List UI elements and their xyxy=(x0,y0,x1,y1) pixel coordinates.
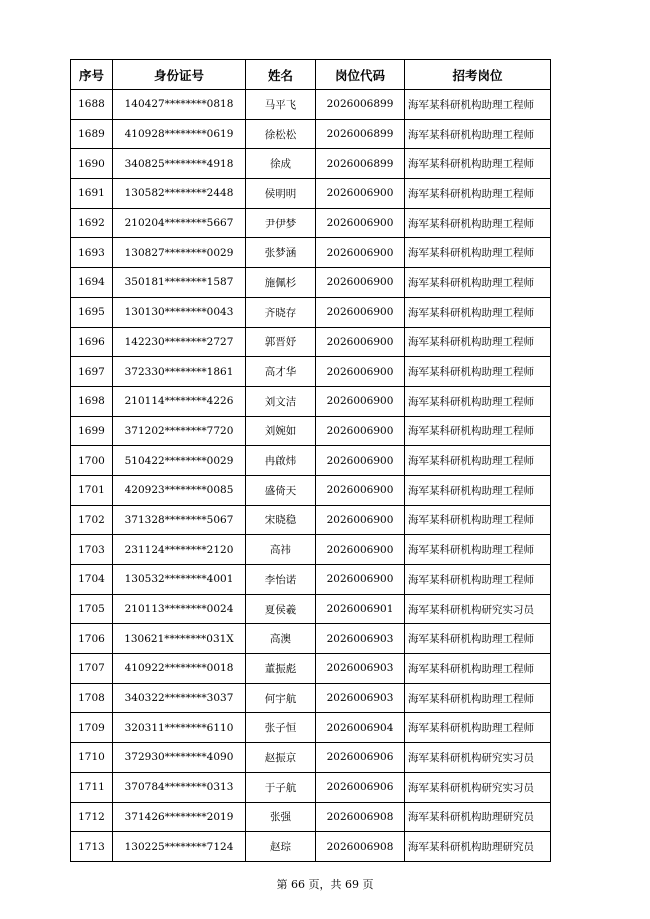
cell-post: 海军某科研机构助理工程师 xyxy=(405,268,551,298)
table-row xyxy=(71,772,551,802)
cell-id-number: 372330********1861 xyxy=(113,357,246,387)
table-row xyxy=(71,713,551,743)
cell-seq: 1694 xyxy=(71,268,113,298)
cell-name: 赵琮 xyxy=(246,832,316,862)
cell-seq: 1699 xyxy=(71,416,113,446)
table-row xyxy=(71,327,551,357)
header-row xyxy=(71,60,551,90)
cell-name: 盛倚天 xyxy=(246,475,316,505)
cell-post: 海军某科研机构助理工程师 xyxy=(405,119,551,149)
cell-seq: 1698 xyxy=(71,386,113,416)
cell-id-number: 130532********4001 xyxy=(113,565,246,595)
cell-id-number: 372930********4090 xyxy=(113,743,246,773)
cell-seq: 1696 xyxy=(71,327,113,357)
cell-post-code: 2026006900 xyxy=(316,238,405,268)
cell-name: 张子恒 xyxy=(246,713,316,743)
cell-name: 张强 xyxy=(246,802,316,832)
cell-post-code: 2026006900 xyxy=(316,535,405,565)
cell-post: 海军某科研机构助理研究员 xyxy=(405,832,551,862)
cell-id-number: 142230********2727 xyxy=(113,327,246,357)
cell-post: 海军某科研机构助理研究员 xyxy=(405,802,551,832)
cell-seq: 1706 xyxy=(71,624,113,654)
table-row xyxy=(71,802,551,832)
cell-name: 冉啟炜 xyxy=(246,446,316,476)
cell-post: 海军某科研机构助理工程师 xyxy=(405,654,551,684)
table-row xyxy=(71,386,551,416)
cell-id-number: 130621********031X xyxy=(113,624,246,654)
cell-seq: 1705 xyxy=(71,594,113,624)
cell-post: 海军某科研机构研究实习员 xyxy=(405,594,551,624)
cell-name: 齐晓存 xyxy=(246,297,316,327)
cell-post: 海军某科研机构助理工程师 xyxy=(405,357,551,387)
cell-post-code: 2026006900 xyxy=(316,386,405,416)
cell-post: 海军某科研机构助理工程师 xyxy=(405,624,551,654)
cell-post-code: 2026006900 xyxy=(316,268,405,298)
table-row xyxy=(71,119,551,149)
header-name: 姓名 xyxy=(246,60,316,90)
cell-post-code: 2026006900 xyxy=(316,505,405,535)
candidate-table xyxy=(70,59,551,862)
cell-seq: 1690 xyxy=(71,149,113,179)
cell-id-number: 210114********4226 xyxy=(113,386,246,416)
header-post: 招考岗位 xyxy=(405,60,551,90)
page-footer: 第 66 页，共 69 页 xyxy=(276,878,374,891)
table-row xyxy=(71,357,551,387)
table-row xyxy=(71,624,551,654)
header-seq: 序号 xyxy=(71,60,113,90)
cell-id-number: 130827********0029 xyxy=(113,238,246,268)
cell-post: 海军某科研机构助理工程师 xyxy=(405,713,551,743)
cell-post-code: 2026006899 xyxy=(316,90,405,120)
cell-id-number: 350181********1587 xyxy=(113,268,246,298)
cell-seq: 1704 xyxy=(71,565,113,595)
cell-seq: 1708 xyxy=(71,683,113,713)
cell-post: 海军某科研机构助理工程师 xyxy=(405,475,551,505)
cell-seq: 1712 xyxy=(71,802,113,832)
cell-post-code: 2026006906 xyxy=(316,772,405,802)
cell-post: 海军某科研机构助理工程师 xyxy=(405,386,551,416)
cell-name: 尹伊梦 xyxy=(246,208,316,238)
table-row xyxy=(71,179,551,209)
cell-post: 海军某科研机构助理工程师 xyxy=(405,416,551,446)
cell-post: 海军某科研机构研究实习员 xyxy=(405,772,551,802)
cell-name: 高祎 xyxy=(246,535,316,565)
cell-seq: 1713 xyxy=(71,832,113,862)
cell-post-code: 2026006903 xyxy=(316,683,405,713)
cell-name: 施佩杉 xyxy=(246,268,316,298)
cell-post: 海军某科研机构助理工程师 xyxy=(405,535,551,565)
cell-id-number: 410922********0018 xyxy=(113,654,246,684)
cell-id-number: 340322********3037 xyxy=(113,683,246,713)
cell-post-code: 2026006900 xyxy=(316,297,405,327)
table-row xyxy=(71,238,551,268)
table-row xyxy=(71,535,551,565)
cell-post: 海军某科研机构助理工程师 xyxy=(405,446,551,476)
cell-seq: 1697 xyxy=(71,357,113,387)
cell-name: 徐松松 xyxy=(246,119,316,149)
cell-post-code: 2026006900 xyxy=(316,416,405,446)
cell-id-number: 371202********7720 xyxy=(113,416,246,446)
cell-post: 海军某科研机构助理工程师 xyxy=(405,565,551,595)
cell-id-number: 340825********4918 xyxy=(113,149,246,179)
cell-seq: 1709 xyxy=(71,713,113,743)
cell-id-number: 210204********5667 xyxy=(113,208,246,238)
cell-post-code: 2026006900 xyxy=(316,179,405,209)
cell-id-number: 130582********2448 xyxy=(113,179,246,209)
cell-seq: 1695 xyxy=(71,297,113,327)
cell-seq: 1702 xyxy=(71,505,113,535)
table-row xyxy=(71,297,551,327)
cell-seq: 1691 xyxy=(71,179,113,209)
cell-post-code: 2026006901 xyxy=(316,594,405,624)
cell-name: 刘文洁 xyxy=(246,386,316,416)
cell-id-number: 140427********0818 xyxy=(113,90,246,120)
cell-id-number: 371328********5067 xyxy=(113,505,246,535)
table-row xyxy=(71,565,551,595)
table-row xyxy=(71,832,551,862)
cell-post-code: 2026006900 xyxy=(316,208,405,238)
cell-seq: 1700 xyxy=(71,446,113,476)
cell-post: 海军某科研机构助理工程师 xyxy=(405,327,551,357)
table-row xyxy=(71,594,551,624)
cell-id-number: 210113********0024 xyxy=(113,594,246,624)
cell-seq: 1689 xyxy=(71,119,113,149)
cell-post: 海军某科研机构助理工程师 xyxy=(405,208,551,238)
cell-name: 高才华 xyxy=(246,357,316,387)
cell-name: 侯明明 xyxy=(246,179,316,209)
cell-post-code: 2026006903 xyxy=(316,624,405,654)
cell-name: 张梦涵 xyxy=(246,238,316,268)
cell-post: 海军某科研机构助理工程师 xyxy=(405,238,551,268)
cell-post-code: 2026006906 xyxy=(316,743,405,773)
cell-post: 海军某科研机构助理工程师 xyxy=(405,683,551,713)
cell-id-number: 130130********0043 xyxy=(113,297,246,327)
cell-name: 马平飞 xyxy=(246,90,316,120)
cell-post: 海军某科研机构助理工程师 xyxy=(405,297,551,327)
cell-post-code: 2026006899 xyxy=(316,119,405,149)
cell-seq: 1710 xyxy=(71,743,113,773)
cell-post-code: 2026006903 xyxy=(316,654,405,684)
table-row xyxy=(71,149,551,179)
cell-post: 海军某科研机构助理工程师 xyxy=(405,149,551,179)
cell-id-number: 420923********0085 xyxy=(113,475,246,505)
table-row xyxy=(71,683,551,713)
table-row xyxy=(71,505,551,535)
cell-name: 赵振京 xyxy=(246,743,316,773)
cell-post-code: 2026006900 xyxy=(316,565,405,595)
cell-post: 海军某科研机构助理工程师 xyxy=(405,505,551,535)
cell-id-number: 410928********0619 xyxy=(113,119,246,149)
cell-seq: 1703 xyxy=(71,535,113,565)
table-row xyxy=(71,446,551,476)
cell-seq: 1701 xyxy=(71,475,113,505)
cell-id-number: 510422********0029 xyxy=(113,446,246,476)
cell-seq: 1692 xyxy=(71,208,113,238)
cell-seq: 1693 xyxy=(71,238,113,268)
table-row xyxy=(71,654,551,684)
cell-name: 高澳 xyxy=(246,624,316,654)
cell-post-code: 2026006899 xyxy=(316,149,405,179)
cell-name: 夏侯羲 xyxy=(246,594,316,624)
cell-name: 郭晋妤 xyxy=(246,327,316,357)
cell-post-code: 2026006908 xyxy=(316,832,405,862)
cell-seq: 1711 xyxy=(71,772,113,802)
cell-post: 海军某科研机构研究实习员 xyxy=(405,743,551,773)
cell-id-number: 130225********7124 xyxy=(113,832,246,862)
cell-name: 何宇航 xyxy=(246,683,316,713)
cell-name: 刘婉如 xyxy=(246,416,316,446)
cell-post-code: 2026006908 xyxy=(316,802,405,832)
table-row xyxy=(71,743,551,773)
cell-id-number: 320311********6110 xyxy=(113,713,246,743)
cell-id-number: 231124********2120 xyxy=(113,535,246,565)
table-row xyxy=(71,268,551,298)
cell-post-code: 2026006904 xyxy=(316,713,405,743)
cell-name: 徐成 xyxy=(246,149,316,179)
header-id-number: 身份证号 xyxy=(113,60,246,90)
table-row xyxy=(71,416,551,446)
cell-seq: 1688 xyxy=(71,90,113,120)
cell-id-number: 371426********2019 xyxy=(113,802,246,832)
cell-post: 海军某科研机构助理工程师 xyxy=(405,90,551,120)
cell-name: 李怡诺 xyxy=(246,565,316,595)
cell-name: 于子航 xyxy=(246,772,316,802)
cell-post: 海军某科研机构助理工程师 xyxy=(405,179,551,209)
header-post-code: 岗位代码 xyxy=(316,60,405,90)
cell-name: 宋晓稳 xyxy=(246,505,316,535)
table-row xyxy=(71,475,551,505)
cell-post-code: 2026006900 xyxy=(316,327,405,357)
cell-seq: 1707 xyxy=(71,654,113,684)
table-row xyxy=(71,90,551,120)
cell-post-code: 2026006900 xyxy=(316,446,405,476)
table-row xyxy=(71,208,551,238)
cell-post-code: 2026006900 xyxy=(316,475,405,505)
cell-post-code: 2026006900 xyxy=(316,357,405,387)
cell-name: 董振彪 xyxy=(246,654,316,684)
cell-id-number: 370784********0313 xyxy=(113,772,246,802)
